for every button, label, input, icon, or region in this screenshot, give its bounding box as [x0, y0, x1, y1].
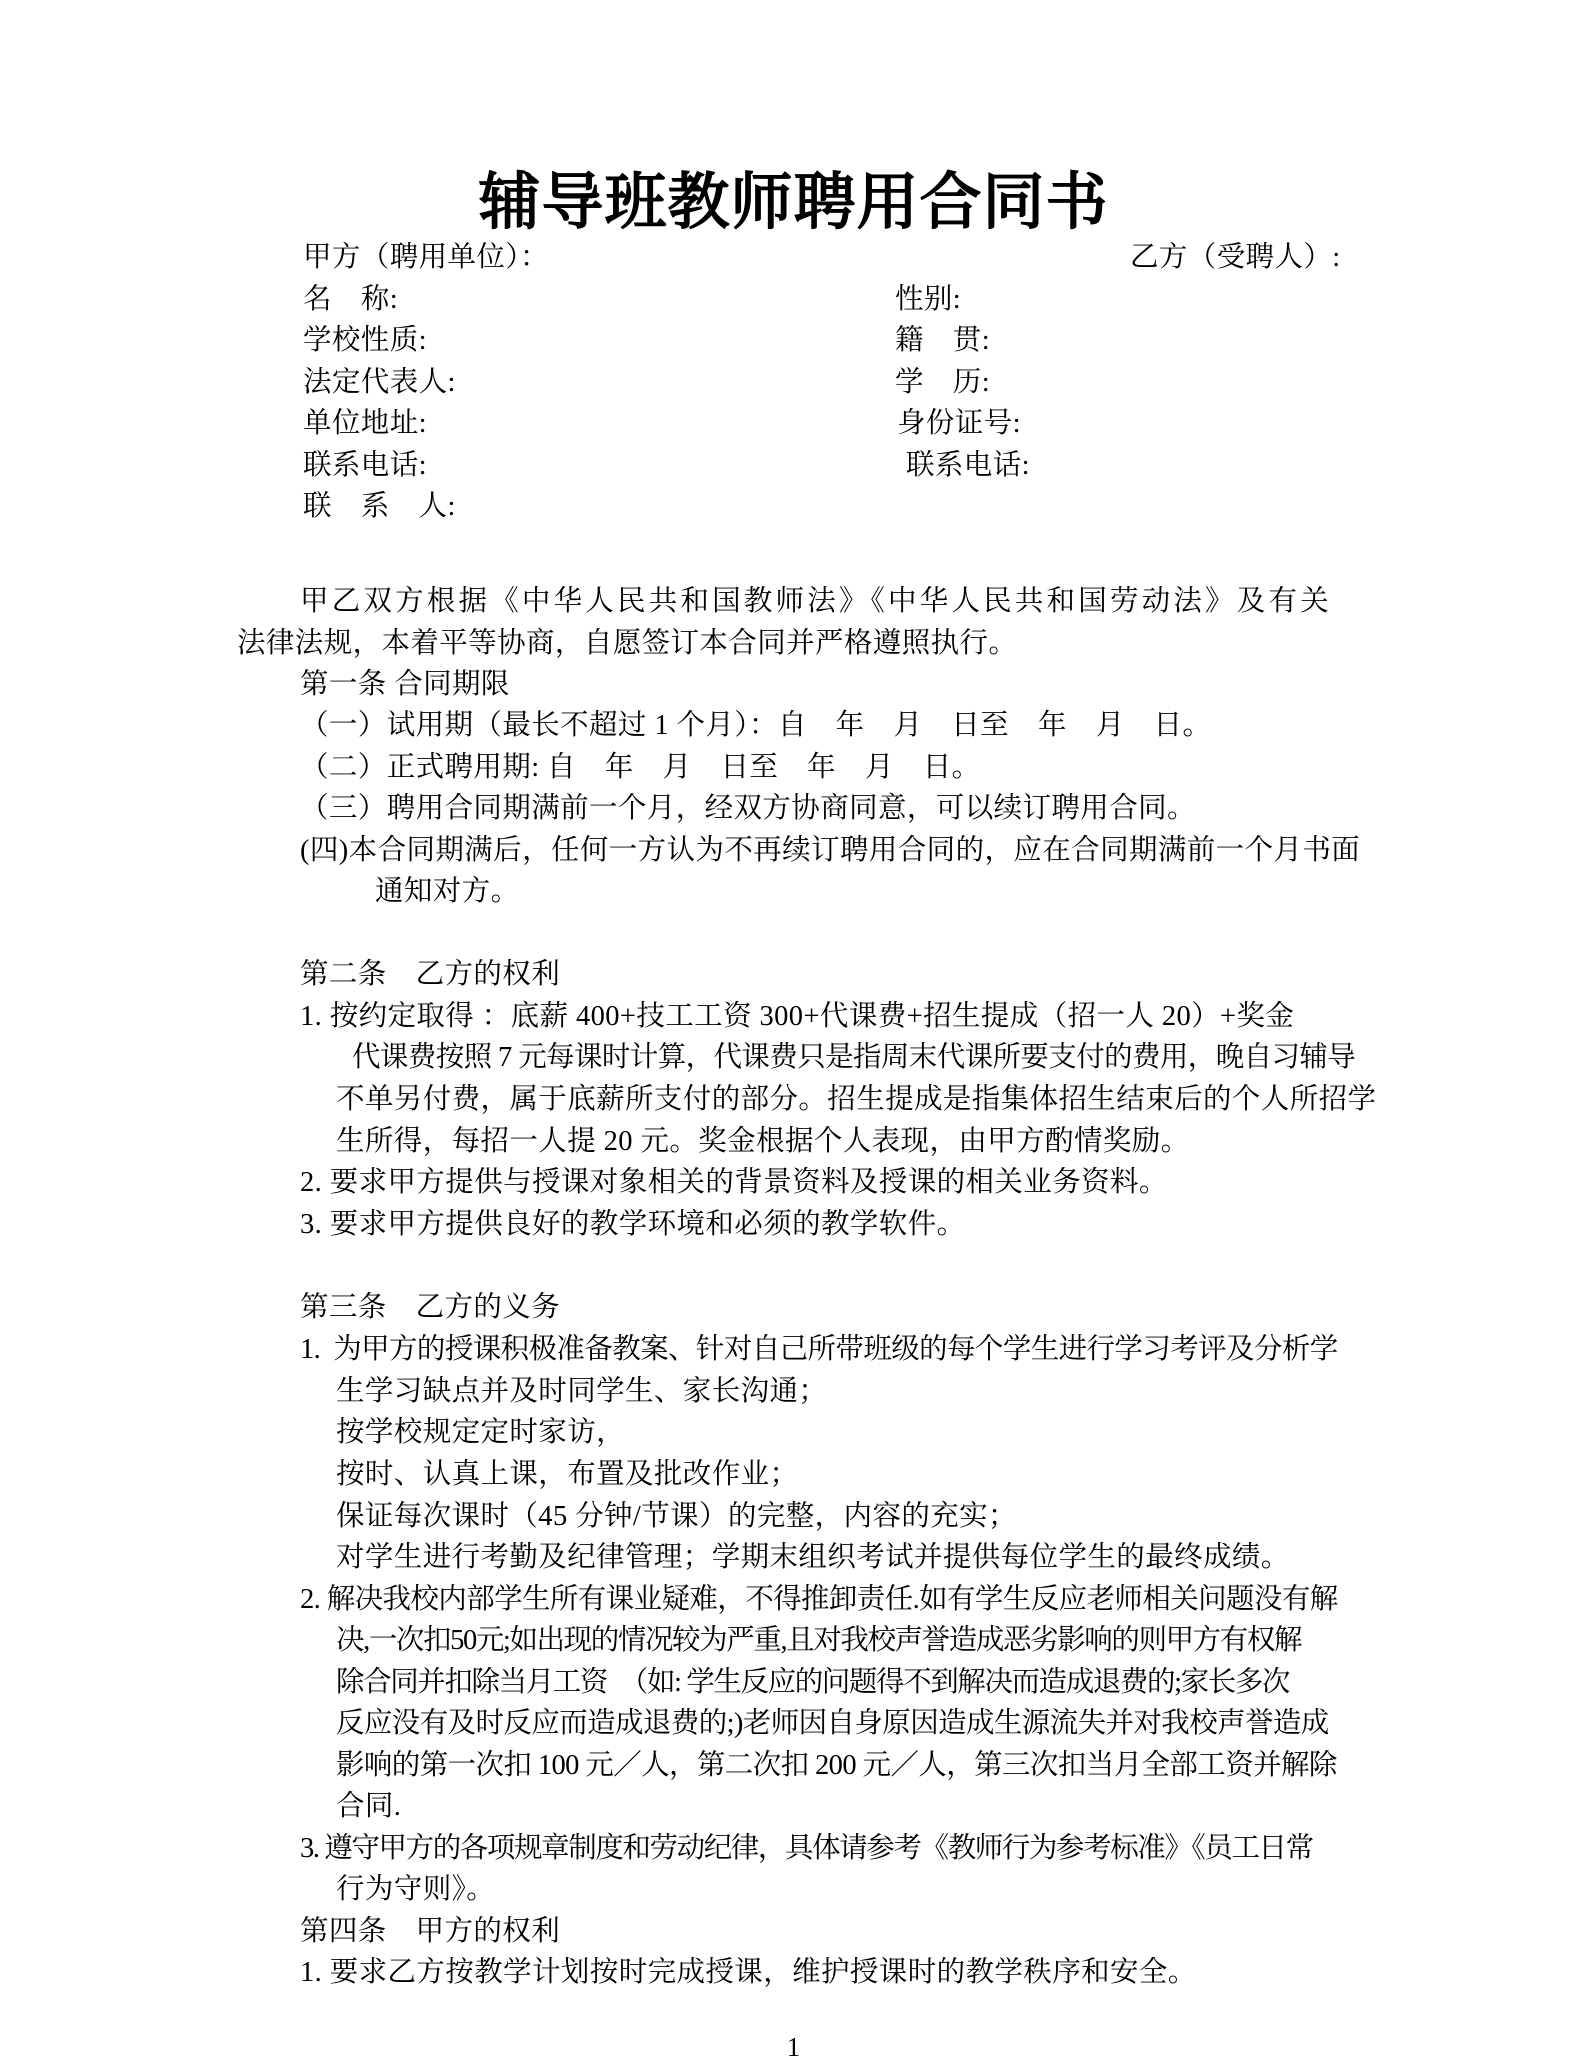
- field-native-place: 籍 贯:: [895, 325, 991, 356]
- article1-heading: 第一条 合同期限: [300, 669, 510, 700]
- article4-item-1: 1. 要求乙方按教学计划按时完成授课，维护授课时的教学秩序和安全。: [300, 1957, 1197, 1988]
- article3-item-1-line-4: 按时、认真上课，布置及批改作业；: [336, 1459, 799, 1490]
- article3-item-1-line-2: 生学习缺点并及时同学生、家长沟通；: [336, 1376, 828, 1407]
- article2-item-1-line-2: 代课费按照 7 元每课时计算，代课费只是指周末代课所要支付的费用，晚自习辅导: [352, 1042, 1356, 1073]
- article1-item-1: （一）试用期（最长不超过 1 个月）：自 年 月 日至 年 月 日。: [300, 710, 1212, 741]
- article2-item-1-line-3: 不单另付费，属于底薪所支付的部分。招生提成是指集体招生结束后的个人所招学: [336, 1084, 1377, 1115]
- field-company-address: 单位地址:: [303, 408, 427, 439]
- article3-item-1-line-3: 按学校规定定时家访，: [336, 1417, 626, 1448]
- contract-title: 辅导班教师聘用合同书: [478, 169, 1109, 237]
- article2-item-3: 3. 要求甲方提供良好的教学环境和必须的教学软件。: [300, 1209, 966, 1240]
- article2-heading: 第二条 乙方的权利: [300, 959, 561, 990]
- article3-item-1-line-5: 保证每次课时（45 分钟/节课）的完整，内容的充实；: [336, 1501, 1017, 1532]
- article3-item-2-line-3: 除合同并扣除当月工资 （如: 学生反应的问题得不到解决而造成退费的;家长多次: [336, 1667, 1290, 1698]
- article3-item-1-line-6: 对学生进行考勤及纪律管理；学期末组织考试并提供每位学生的最终成绩。: [336, 1542, 1290, 1573]
- article3-item-3-line-1: 3. 遵守甲方的各项规章制度和劳动纪律，具体请参考《教师行为参考标准》《员工日常: [300, 1833, 1313, 1864]
- field-employee-phone: 联系电话:: [906, 450, 1030, 481]
- party-a-label: 甲方（聘用单位）：: [303, 242, 549, 273]
- field-company-phone: 联系电话:: [303, 450, 427, 481]
- field-education: 学 历:: [895, 367, 991, 398]
- article3-item-2-line-6: 合同.: [336, 1791, 402, 1822]
- article3-item-1-line-1: 1. 为甲方的授课积极准备教案、针对自己所带班级的每个学生进行学习考评及分析学: [300, 1334, 1338, 1365]
- preamble-line-1: 甲乙双方根据《中华人民共和国教师法》《中华人民共和国劳动法》及有关: [300, 586, 1332, 617]
- article3-item-2-line-4: 反应没有及时反应而造成退费的;)老师因自身原因造成生源流失并对我校声誉造成: [336, 1708, 1329, 1739]
- party-b-label: 乙方（受聘人）:: [1130, 242, 1341, 273]
- field-school-type: 学校性质:: [303, 325, 427, 356]
- article2-item-1-line-4: 生所得，每招一人提 20 元。奖金根据个人表现，由甲方酌情奖励。: [336, 1126, 1190, 1157]
- page-number: 1: [786, 2032, 801, 2062]
- article3-item-2-line-1: 2. 解决我校内部学生所有课业疑难，不得推卸责任.如有学生反应老师相关问题没有解: [300, 1584, 1338, 1615]
- article3-item-2-line-2: 决,一次扣50元;如出现的情况较为严重,且对我校声誉造成恶劣影响的则甲方有权解: [336, 1625, 1302, 1656]
- article1-item-4-line-1: (四)本合同期满后，任何一方认为不再续订聘用合同的，应在合同期满前一个月书面: [300, 835, 1361, 866]
- field-id-number: 身份证号:: [897, 408, 1021, 439]
- article1-item-4-line-2: 通知对方。: [375, 876, 520, 907]
- article1-item-2: （二）正式聘用期: 自 年 月 日至 年 月 日。: [300, 752, 981, 783]
- article2-item-1-line-1: 1. 按约定取得 ：底薪 400+技工工资 300+代课费+招生提成（招一人 20）+奖金: [300, 1001, 1295, 1032]
- article2-item-2: 2. 要求甲方提供与授课对象相关的背景资料及授课的相关业务资料。: [300, 1167, 1168, 1198]
- field-company-name: 名 称:: [303, 284, 399, 315]
- field-legal-representative: 法定代表人:: [303, 367, 456, 398]
- field-gender: 性别:: [895, 284, 962, 315]
- field-contact-person: 联 系 人:: [303, 491, 456, 522]
- article3-heading: 第三条 乙方的义务: [300, 1292, 561, 1323]
- article1-item-3: （三）聘用合同期满前一个月，经双方协商同意，可以续订聘用合同。: [300, 793, 1196, 824]
- preamble-line-2: 法律法规，本着平等协商，自愿签订本合同并严格遵照执行。: [237, 628, 1018, 659]
- article3-item-2-line-5: 影响的第一次扣 100 元／人，第二次扣 200 元／人，第三次扣当月全部工资并解除: [336, 1750, 1337, 1781]
- article3-item-3-line-2: 行为守则》。: [336, 1874, 496, 1905]
- article4-heading: 第四条 甲方的权利: [300, 1916, 561, 1947]
